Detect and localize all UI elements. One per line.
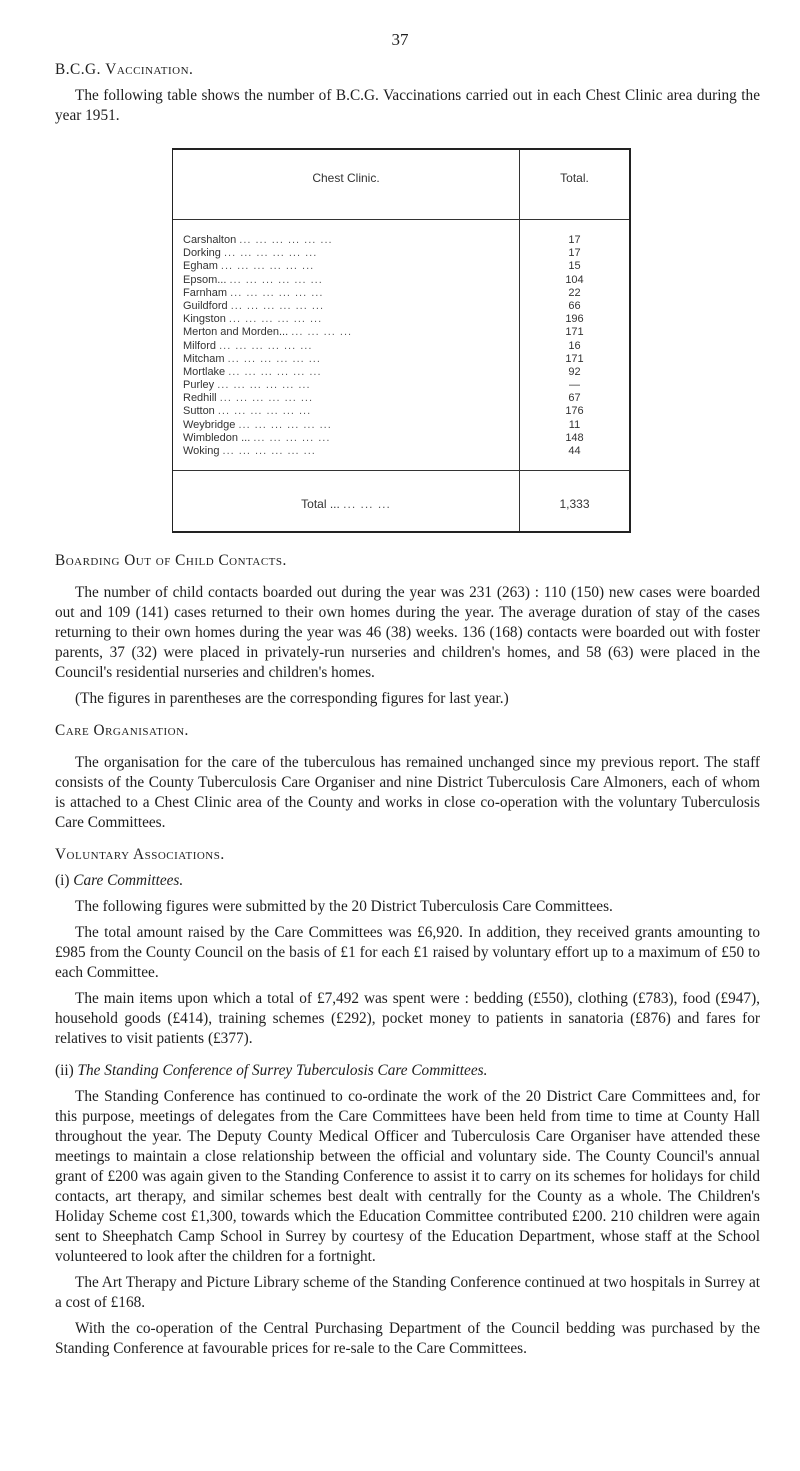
clinic-name: Purley (183, 379, 215, 392)
leader-dots: ... ... ... ... ... (253, 431, 331, 444)
table-row (183, 340, 519, 353)
table-row (183, 300, 519, 313)
leader-dots: ... ... ... ... ... ... (228, 365, 322, 378)
leader-dots: ... ... ... ... ... ... (230, 286, 324, 299)
clinic-total: 171 (565, 326, 584, 339)
table-row (183, 247, 519, 260)
total-label: Total ... (301, 497, 340, 512)
clinic-name: Mortlake (183, 365, 226, 378)
standing-conference-p2: The Art Therapy and Picture Library scheme of the Standing Conference continued at two hospitals in Surrey at a cost of £168. (55, 1274, 760, 1312)
table-header (173, 150, 629, 220)
table-row (183, 366, 519, 379)
bcg-heading-abbrev: B.C.G. (55, 61, 101, 78)
leader-dots: ... ... ... ... (291, 326, 353, 339)
subheading-number-i: (i) (55, 872, 70, 890)
column-header-clinic: Chest Clinic. (173, 150, 520, 219)
leader-dots: ... ... ... ... ... ... (239, 234, 333, 246)
care-paragraph: The organisation for the care of the tuberculous has remained unchanged since my previous report. The staff consists of the County Tuberculosis Care Organiser and nine District Tuberculosis Care Almoners, each of whom is attached to a Chest Clinic area of the County and works in close co-operation with the voluntary Tuberculosis Care Committees. (55, 754, 760, 832)
leader-dots: ... ... ... ... ... ... (238, 418, 332, 431)
care-committees-p2: The total amount raised by the Care Committees was £6,920. In addition, they received grants amounting to £985 from the County Council on the basis of £1 for each £1 raised by voluntary effort up to a maximum of £50 to each Committee. (55, 924, 760, 982)
boarding-heading (55, 551, 760, 571)
leader-dots: ... ... ... ... ... ... (220, 260, 315, 273)
table-row (183, 392, 519, 405)
total-label-cell (173, 471, 520, 531)
clinic-name: Guildford (183, 299, 228, 312)
clinic-total: — (569, 379, 580, 392)
clinic-total: 176 (565, 405, 584, 418)
clinic-name: Merton and Morden... (183, 326, 289, 339)
clinic-total: 196 (565, 313, 584, 326)
care-committees-p1: The following figures were submitted by the 20 District Tuberculosis Care Committees. (75, 898, 613, 916)
clinic-total: 66 (568, 299, 581, 312)
leader-dots: ... ... ... ... ... ... (227, 352, 321, 365)
clinic-name: Kingston (183, 313, 226, 326)
clinic-name: Redhill (183, 392, 217, 405)
care-heading-text: Care Organisation. (55, 722, 189, 740)
clinic-name: Farnham (183, 286, 228, 299)
clinic-total: 104 (565, 273, 584, 286)
clinic-total: 148 (565, 431, 584, 444)
table-body (173, 220, 629, 470)
clinic-name: Epsom... (183, 273, 227, 286)
care-committees-p3: The main items upon which a total of £7,492 was spent were : bedding (£550), clothing (£783), food (£947), household goods (£414), training schemes (£292), pocket money to patients in sanatoria (£876) and fares for relatives to visit patients (£377). (55, 990, 760, 1048)
clinic-name: Mitcham (183, 352, 225, 365)
table-row (183, 326, 519, 339)
clinic-name: Weybridge (183, 418, 236, 431)
table-row (183, 405, 519, 418)
clinic-name: Wimbledon ... (183, 431, 251, 444)
boarding-heading-text: Boarding Out of Child Contacts. (55, 552, 287, 570)
clinic-total: 11 (568, 418, 581, 431)
clinic-name: Sutton (183, 405, 215, 418)
total-leader-dots: ... ... ... (343, 497, 391, 512)
table-row (183, 445, 519, 458)
table-row (183, 432, 519, 445)
clinic-name: Woking (183, 445, 220, 457)
bcg-heading (55, 60, 760, 80)
clinic-name: Carshalton (183, 234, 237, 246)
care-heading (55, 721, 760, 741)
clinic-name: Egham (183, 260, 218, 273)
boarding-paragraph: The number of child contacts boarded out during the year was 231 (263) : 110 (150) new cases were boarded out and 109 (141) cases returned to their own homes during the year. The average duration of stay of the cases returning to their own homes during the year was 46 (38) weeks. 136 (168) contacts were boarded out with foster parents, 37 (32) were placed in privately-run nurseries and children's homes, and 58 (63) were placed in the Council's residential nurseries and children's homes. (55, 584, 760, 682)
leader-dots: ... ... ... ... ... ... (229, 273, 323, 286)
table-row (183, 234, 519, 247)
boarding-note: (The figures in parentheses are the corresponding figures for last year.) (75, 690, 509, 708)
clinic-total: 67 (568, 392, 581, 405)
grand-total: 1,333 (559, 497, 590, 512)
table-footer (173, 470, 629, 531)
leader-dots: ... ... ... ... ... ... (223, 247, 318, 260)
standing-conference-subheading (55, 1061, 760, 1081)
table-row (183, 274, 519, 287)
subheading-title-ii: The Standing Conference of Surrey Tuberculosis Care Committees. (77, 1062, 488, 1080)
bcg-heading-word: Vaccination. (105, 61, 194, 78)
clinic-column (173, 220, 520, 470)
voluntary-heading-text: Voluntary Associations. (55, 846, 225, 864)
clinic-total: 16 (568, 339, 581, 352)
table-row (183, 287, 519, 300)
clinic-name: Milford (183, 339, 217, 352)
clinic-total: 15 (568, 260, 581, 273)
voluntary-heading (55, 845, 760, 865)
standing-conference-p3: With the co-operation of the Central Purchasing Department of the Council bedding was purchased by the Standing Conference at favourable prices for re-sale to the Care Committees. (55, 1320, 760, 1358)
leader-dots: ... ... ... ... ... ... (217, 405, 312, 418)
subheading-title-i: Care Committees. (73, 872, 184, 890)
table-row (183, 379, 519, 392)
table-row (183, 353, 519, 366)
leader-dots: ... ... ... ... ... ... (219, 392, 313, 405)
table-row (183, 260, 519, 273)
care-committees-subheading (55, 871, 760, 891)
subheading-number-ii: (ii) (55, 1062, 74, 1080)
clinic-total: 22 (568, 286, 581, 299)
table-row (183, 313, 519, 326)
page-content (55, 60, 760, 1359)
standing-conference-p1: The Standing Conference has continued to co-ordinate the work of the 20 District Care Committees and, for this purpose, meetings of delegates from the Care Committees have been held from time to time at County Hall throughout the year. The Deputy County Medical Officer and Tuberculosis Care Organiser have attended these meetings to maintain a close relationship between the official and voluntary side. The County Council's annual grant of £200 was again given to the Standing Conference to assist it to carry on its schemes for holidays for child contacts, art therapy, and similar schemes best dealt with centrally for the County as a whole. The Children's Holiday Scheme cost £1,300, towards which the Education Committee contributed £200. 210 children were again sent to Sheephatch Camp School in Surrey by courtesy of the Education Department, whose staff at the School volunteered to look after the children for a fortnight. (55, 1088, 760, 1266)
clinic-total: 17 (568, 247, 581, 260)
column-header-total: Total. (560, 171, 589, 185)
total-column (520, 220, 629, 470)
leader-dots: ... ... ... ... ... ... (228, 313, 323, 326)
leader-dots: ... ... ... ... ... ... (217, 379, 311, 392)
clinic-total: 44 (568, 445, 581, 457)
leader-dots: ... ... ... ... ... ... (230, 299, 324, 312)
leader-dots: ... ... ... ... ... ... (219, 339, 313, 352)
leader-dots: ... ... ... ... ... ... (222, 445, 316, 457)
clinic-total: 17 (568, 234, 581, 246)
page-number: 37 (391, 30, 409, 49)
clinic-total: 171 (565, 352, 584, 365)
table-row (183, 419, 519, 432)
bcg-intro: The following table shows the number of B.C.G. Vaccinations carried out in each Chest Clinic area during the year 1951. (55, 87, 760, 124)
clinic-total: 92 (568, 365, 581, 378)
clinic-name: Dorking (183, 247, 221, 260)
vaccination-table (172, 148, 631, 533)
